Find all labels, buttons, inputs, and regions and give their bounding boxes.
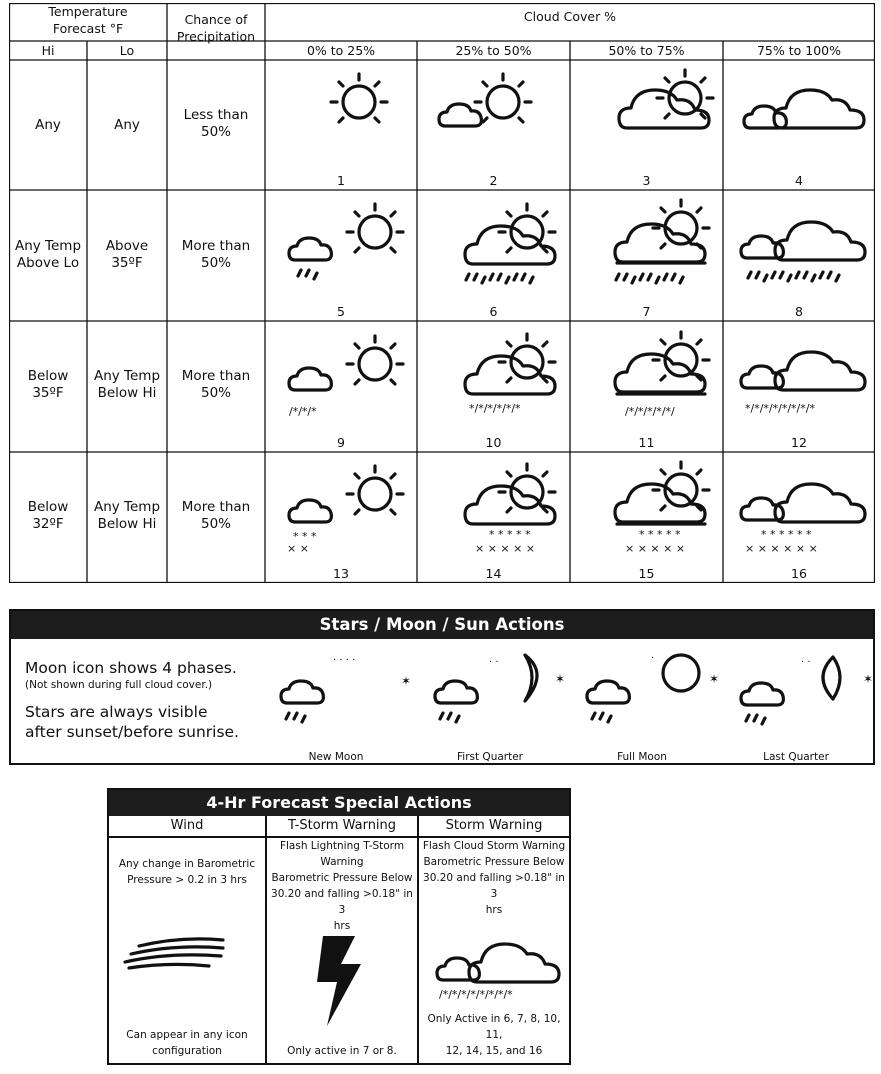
row1-precip: Less than 50% bbox=[183, 107, 249, 140]
svg-text:× × × × × ×: × × × × × × bbox=[745, 542, 818, 555]
row2-lo: Above 35ºF bbox=[105, 238, 149, 271]
snow-sun-icon bbox=[287, 466, 403, 555]
temp-forecast-header: Temperature Forecast °F bbox=[48, 4, 128, 36]
icon-number: 16 bbox=[791, 566, 807, 581]
moon-actions-title: Stars / Moon / Sun Actions bbox=[11, 611, 873, 639]
last-quarter-label: Last Quarter bbox=[763, 751, 829, 763]
storm-header: Storm Warning bbox=[419, 816, 569, 838]
storm-description: Flash Cloud Storm Warning Barometric Pressure Below 30.20 and falling >0.18" in 3 hrs bbox=[422, 840, 566, 916]
svg-text:✶: ✶ bbox=[555, 672, 566, 686]
icon-number: 12 bbox=[791, 435, 807, 450]
tstorm-description: Flash Lightning T-Storm Warning Barometric Pressure Below 30.20 and falling >0.18" in 3 hrs bbox=[271, 840, 413, 932]
svg-text:× × × × ×: × × × × × bbox=[625, 542, 686, 555]
icon-number: 10 bbox=[485, 435, 502, 450]
svg-text:* * *: * * * bbox=[293, 530, 317, 543]
svg-text:× × × × ×: × × × × × bbox=[475, 542, 536, 555]
svg-text:✶: ✶ bbox=[863, 672, 873, 686]
first-quarter-label: First Quarter bbox=[457, 751, 523, 763]
full-moon-label: Full Moon bbox=[617, 751, 667, 763]
svg-text:* * * * * *: * * * * * * bbox=[761, 528, 812, 541]
tstorm-footnote: Only active in 7 or 8. bbox=[287, 1045, 397, 1057]
icon-number: 8 bbox=[795, 304, 803, 319]
partly-sunny-icon bbox=[439, 74, 531, 126]
first-quarter-moon-icon bbox=[435, 655, 565, 722]
svg-text:· · · ·: · · · · bbox=[333, 655, 356, 666]
svg-text:✶: ✶ bbox=[709, 672, 720, 686]
icon-number: 4 bbox=[795, 173, 803, 188]
sunny-icon bbox=[331, 74, 387, 122]
cloudy-icon bbox=[744, 90, 864, 128]
row2-hi: Any Temp Above Lo bbox=[14, 238, 82, 271]
wind-header: Wind bbox=[109, 816, 265, 838]
row2-precip: More than 50% bbox=[181, 238, 251, 271]
wind-footnote: Can appear in any icon configuration bbox=[126, 1029, 248, 1057]
precip-header: Chance of Precipitation bbox=[176, 12, 256, 44]
wind-column bbox=[109, 816, 265, 1063]
forecast-table bbox=[9, 3, 875, 583]
svg-text:· ·: · · bbox=[489, 657, 499, 668]
moon-description: Moon icon shows 4 phases. (Not shown during full cloud cover.) Stars are always visible after sunset/before sunrise. bbox=[25, 659, 239, 741]
row4-hi: Below 32ºF bbox=[27, 499, 69, 532]
svg-text:*/*/*/*/*/*/*/*: */*/*/*/*/*/*/* bbox=[745, 402, 815, 415]
range-50-75: 50% to 75% bbox=[608, 43, 685, 58]
special-actions-panel bbox=[107, 788, 571, 1065]
svg-text:·: · bbox=[651, 653, 655, 664]
rain-heavy-cloud-icon bbox=[615, 200, 709, 283]
range-25-50: 25% to 50% bbox=[455, 43, 532, 58]
tstorm-column bbox=[265, 816, 417, 1063]
rain-cloud-sun-icon bbox=[465, 204, 555, 283]
moon-actions-panel bbox=[9, 609, 875, 765]
snow-cloud-sun-icon bbox=[465, 464, 555, 555]
svg-text:* * * * *: * * * * * bbox=[489, 528, 531, 541]
new-moon-label: New Moon bbox=[308, 751, 364, 763]
cloud-cover-header: Cloud Cover % bbox=[523, 9, 617, 24]
new-moon-icon bbox=[281, 655, 411, 722]
icon-number: 14 bbox=[485, 566, 502, 581]
icon-number: 11 bbox=[638, 435, 655, 450]
mixed-overcast-icon bbox=[741, 352, 865, 415]
row4-lo: Any Temp Below Hi bbox=[93, 499, 161, 532]
range-0-25: 0% to 25% bbox=[306, 43, 376, 58]
moon-phase-icons bbox=[273, 643, 873, 753]
wind-icon bbox=[109, 922, 265, 982]
full-moon-icon bbox=[587, 653, 719, 722]
svg-text:× ×: × × bbox=[287, 542, 309, 555]
hi-header: Hi bbox=[41, 43, 55, 58]
row3-hi: Below 35ºF bbox=[27, 368, 69, 401]
special-actions-title: 4-Hr Forecast Special Actions bbox=[109, 790, 569, 816]
last-quarter-moon-icon bbox=[741, 657, 873, 724]
rain-overcast-icon bbox=[741, 222, 865, 281]
icon-number: 13 bbox=[333, 566, 349, 581]
mostly-cloudy-icon bbox=[619, 70, 713, 128]
icon-number: 3 bbox=[642, 173, 651, 188]
weather-icon-grid bbox=[265, 60, 875, 583]
row3-precip: More than 50% bbox=[181, 368, 251, 401]
svg-text:/*/*/*/*/*/: /*/*/*/*/*/ bbox=[625, 405, 675, 418]
row4-precip: More than 50% bbox=[181, 499, 251, 532]
svg-text:*/*/*/*/*/*: */*/*/*/*/* bbox=[469, 402, 521, 415]
snow-overcast-icon bbox=[741, 484, 865, 555]
icon-number: 9 bbox=[337, 435, 345, 450]
lo-header: Lo bbox=[119, 43, 135, 58]
mixed-cloud-sun-icon bbox=[465, 334, 555, 415]
svg-text:/*/*/*: /*/*/* bbox=[289, 405, 317, 418]
svg-text:✶: ✶ bbox=[401, 674, 412, 688]
icon-number: 15 bbox=[638, 566, 655, 581]
storm-cloud-icon bbox=[419, 936, 571, 1016]
lightning-icon bbox=[267, 934, 419, 1034]
tstorm-header: T-Storm Warning bbox=[267, 816, 417, 838]
mixed-sun-icon bbox=[289, 336, 403, 418]
icon-number: 5 bbox=[337, 304, 345, 319]
row1-lo: Any bbox=[114, 117, 140, 133]
svg-text:* * * * *: * * * * * bbox=[639, 528, 681, 541]
mixed-heavy-cloud-icon bbox=[615, 332, 709, 418]
svg-text:· ·: · · bbox=[801, 657, 811, 668]
svg-text:/*/*/*/*/*/*/*/*: /*/*/*/*/*/*/*/* bbox=[439, 988, 513, 1001]
snow-heavy-cloud-icon bbox=[615, 462, 709, 555]
range-75-100: 75% to 100% bbox=[756, 43, 841, 58]
icon-number: 2 bbox=[489, 173, 498, 188]
icon-number: 1 bbox=[337, 173, 345, 188]
storm-column bbox=[417, 816, 569, 1063]
row3-lo: Any Temp Below Hi bbox=[93, 368, 161, 401]
icon-number: 6 bbox=[489, 304, 498, 319]
storm-footnote: Only Active in 6, 7, 8, 10, 11, 12, 14, 15, and 16 bbox=[427, 1013, 561, 1057]
rain-sun-icon bbox=[289, 204, 403, 279]
icon-number: 7 bbox=[642, 304, 651, 319]
wind-description: Any change in Barometric Pressure > 0.2 in 3 hrs bbox=[118, 858, 256, 886]
row1-hi: Any bbox=[35, 117, 61, 133]
